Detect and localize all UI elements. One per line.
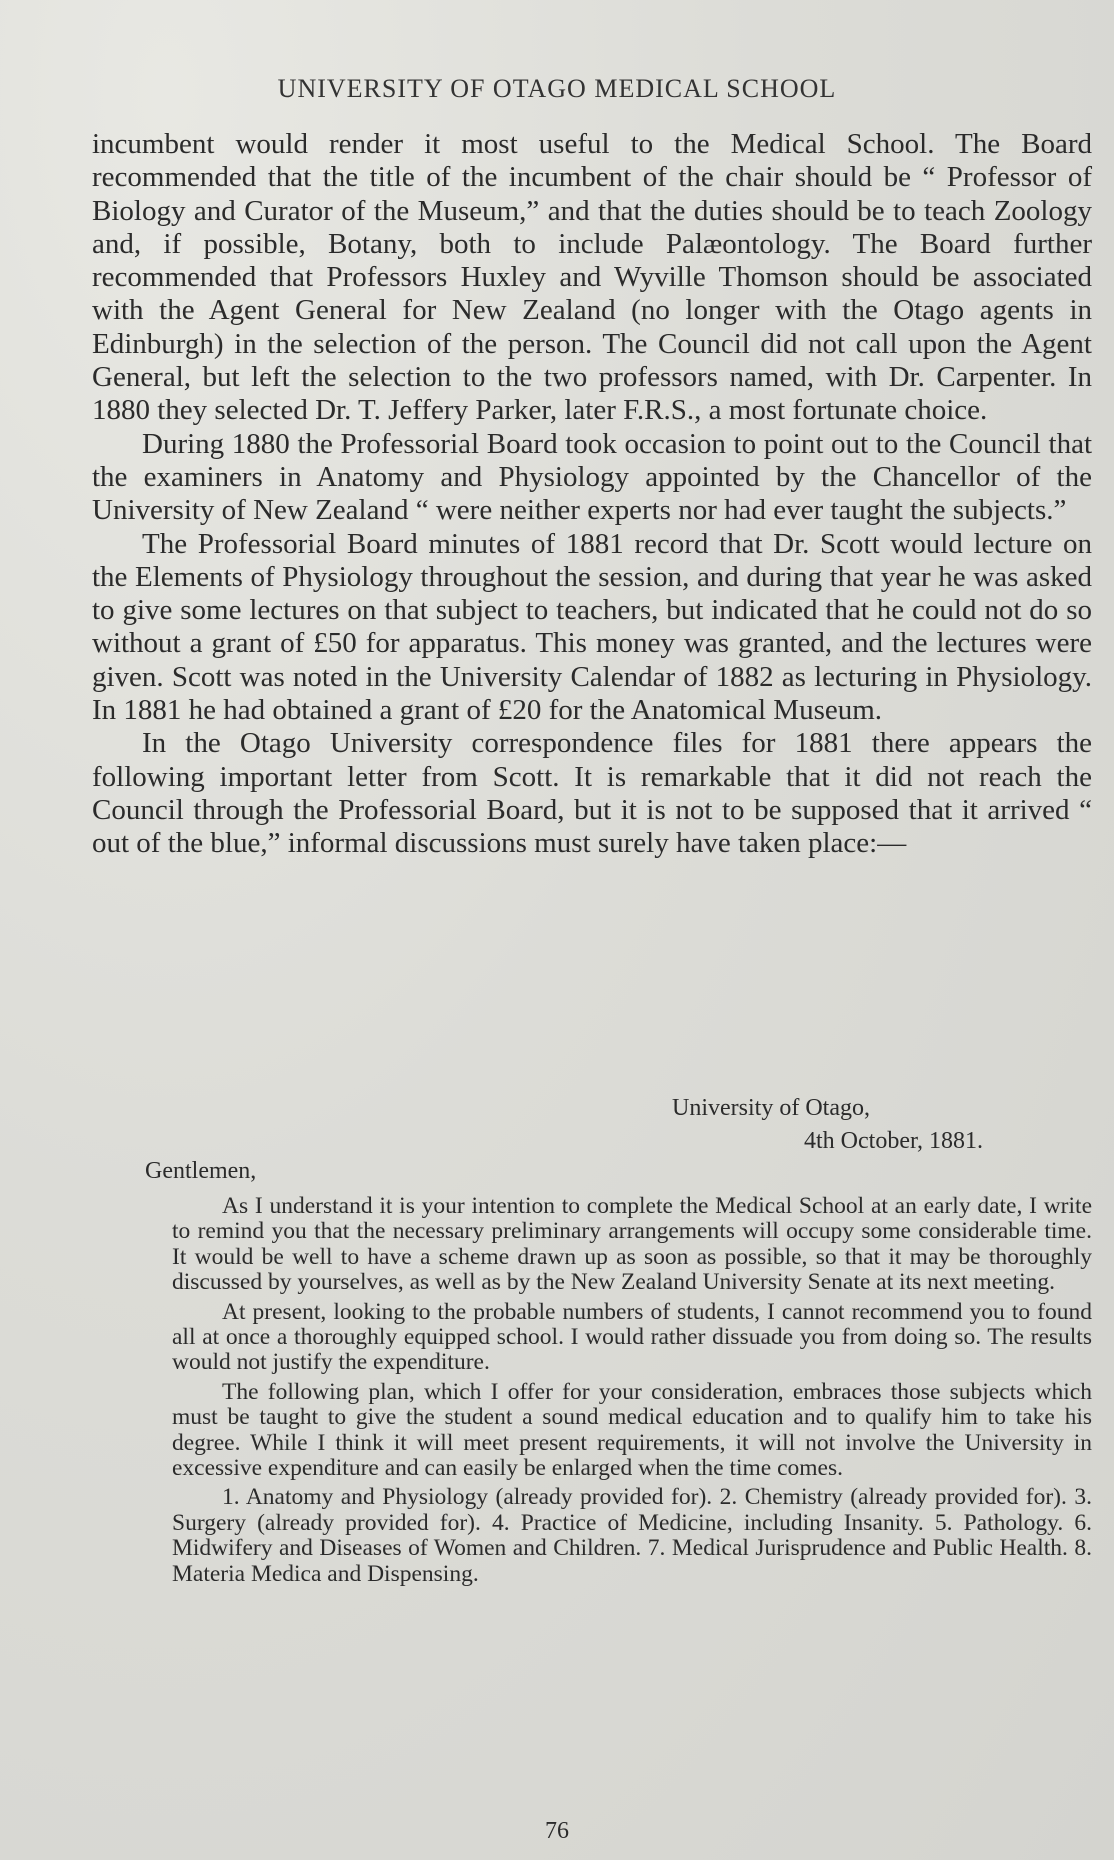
letter-paragraph: 1. Anatomy and Physiology (already provided for). 2. Chemistry (already provided for). 3. Surgery (already provided for). 4. Practice of Medicine, including Insanity. 5. Pathology. 6. Midwifery and Diseases of Women and Children. 7. Medical Jurisprudence and Public Health. 8. Materia Medica and Dispensing. — [172, 1484, 1092, 1587]
body-text — [92, 128, 1092, 861]
letter-address-line: University of Otago, — [672, 1095, 870, 1121]
letter-body — [172, 1194, 1092, 1591]
letter-date-line: 4th October, 1881. — [804, 1128, 984, 1154]
page-number: 76 — [545, 1818, 569, 1844]
letter-paragraph: The following plan, which I offer for your consideration, embraces those subjects which must be taught to give the student a sound medical education and to qualify him to take his degree. While I think it will meet present requirements, it will not involve the University in excessive expenditure and can easily be enlarged when the time comes. — [172, 1378, 1092, 1482]
body-paragraph: The Professorial Board minutes of 1881 record that Dr. Scott would lecture on the Elements of Physiology throughout the session, and during that year he was asked to give some lectures on that subject to teachers, but indicated that he could not do so without a grant of £50 for apparatus. This money was granted, and the lectures were given. Scott was noted in the University Calendar of 1882 as lecturing in Physiology. In 1881 he had obtained a grant of £20 for the Anatomical Museum. — [92, 527, 1092, 727]
letter-paragraph: As I understand it is your intention to complete the Medical School at an early date, I write to remind you that the necessary preliminary arrangements will occupy some considerable time. It would be well to have a scheme drawn up as soon as possible, so that it may be thoroughly discussed by yourselves, as well as by the New Zealand University Senate at its next meeting. — [172, 1193, 1092, 1296]
letter-salutation: Gentlemen, — [145, 1158, 257, 1184]
body-paragraph: incumbent would render it most useful to the Medical School. The Board recommended that the title of the incumbent of the chair should be “ Professor of Biology and Curator of the Museum,” and that the duties should be to teach Zoology and, if possible, Botany, both to include Palæontology. The Board further recommended that Professors Huxley and Wyville Thomson should be associated with the Agent General for New Zealand (no longer with the Otago agents in Edinburgh) in the selection of the person. The Council did not call upon the Agent General, but left the selection to the two professors named, with Dr. Carpenter. In 1880 they selected Dr. T. Jeffery Parker, later F.R.S., a most fortunate choice. — [92, 128, 1092, 427]
body-paragraph: During 1880 the Professorial Board took occasion to point out to the Council that the examiners in Anatomy and Physiology appointed by the Chancellor of the University of New Zealand “ were neither experts nor had ever taught the subjects.” — [92, 427, 1092, 527]
running-head-title: UNIVERSITY OF OTAGO MEDICAL SCHOOL — [277, 74, 837, 103]
letter-paragraph: At present, looking to the probable numbers of students, I cannot recommend you to found all at once a thoroughly equipped school. I would rather dissuade you from doing so. The results would not justify the expenditure. — [172, 1298, 1092, 1376]
body-paragraph: In the Otago University correspondence files for 1881 there appears the following important letter from Scott. It is remarkable that it did not reach the Council through the Professorial Board, but it is not to be supposed that it arrived “ out of the blue,” informal discussions must surely have taken place:— — [92, 727, 1092, 860]
